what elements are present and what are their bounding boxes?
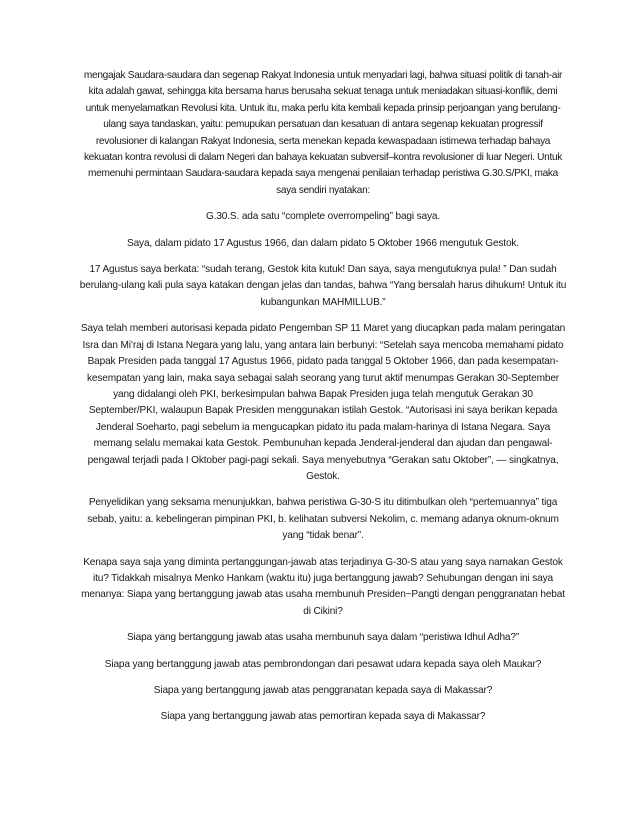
document-page xyxy=(78,68,568,736)
paragraph-speeches: Saya, dalam pidato 17 Agustus 1966, dan dalam pidato 5 Oktober 1966 mengutuk Gestok. xyxy=(127,237,519,249)
paragraph-g30s-statement: G.30.S. ada satu “complete overrompeling” bagi saya. xyxy=(205,211,441,223)
paragraph-question-penggranatan: Siapa yang bertanggung jawab atas penggranatan kepada saya di Makassar? xyxy=(153,685,493,696)
paragraph-question-maukar: Siapa yang bertanggung jawab atas pembrondongan dari pesawat udara kepada saya oleh Maukar? xyxy=(104,658,542,670)
paragraph-question-idhul-adha: Siapa yang bertanggung jawab atas usaha membunuh saya dalam “peristiwa Idhul Adha?” xyxy=(126,632,520,644)
paragraph-kenapa: Kenapa saya saja yang diminta pertanggungan-jawab atas terjadinya G-30-S atau yang saya namakan Gestok itu? Tidakkah misalnya Menko Hankam (waktu itu) juga bertanggung jawab? Sehubungan dengan ini saya menanya: Siapa yang bertanggung jawab atas usaha membunuh Presiden~Pangti dengan penggranatan hebat di Cikini? xyxy=(81,556,565,617)
paragraph-question-pemortiran: Siapa yang bertanggung jawab atas pemortiran kepada saya di Makassar? xyxy=(160,711,486,723)
paragraph-17-agustus: 17 Agustus saya berkata: “sudah terang, Gestok kita kutuk! Dan saya, saya mengutuknya pula! ” Dan sudah berulang-ulang kali pula saya katakan dengan jelas dan tandas, bahwa “Yang bersalah harus dihukum! Untuk itu kubangunkan MAHMILLUB.” xyxy=(79,264,567,308)
paragraph-intro: mengajak Saudara-saudara dan segenap Rakyat Indonesia untuk menyadari lagi, bahwa situasi politik di tanah-air kita adalah gawat, sehingga kita bersama harus berusaha sekuat tenaga untuk meniadakan situasi-konflik, demi untuk menyelamatkan Revolusi kita. Untuk itu, maka perlu kita kembali kepada prinsip perjoangan yang berulang-ulang saya tandaskan, yaitu: pemupukan persatuan dan kesatuan di antara segenap kekuatan progressif revolusioner di kalangan Rakyat Indonesia, serta menekan kepada kewaspadaan istimewa terhadap bahaya kekuatan kontra revolusi di dalam Negeri dan bahaya kekuatan subversif–kontra revolusioner di luar Negeri. Untuk memenuhi permintaan Saudara-saudara kepada saya mengenai penilaian terhadap peristiwa G.30.S/PKI, maka saya sendiri nyatakan: xyxy=(83,70,563,196)
paragraph-penyelidikan: Penyelidikan yang seksama menunjukkan, bahwa peristiwa G-30-S itu ditimbulkan oleh “pertemuannya” tiga sebab, yaitu: a. kebelingeran pimpinan PKI, b. kelihatan subversi Nekolim, c. memang adanya oknum-oknum yang “tidak benar”. xyxy=(87,497,559,542)
paragraph-autorisasi: Saya telah memberi autorisasi kepada pidato Pengemban SP 11 Maret yang diucapkan pada malam peringatan Isra dan Mi’raj di Istana Negara yang lalu, yang antara lain berbunyi: “Setelah saya mencoba memahami pidato Bapak Presiden pada tanggal 17 Agustus 1966, pidato pada tanggal 5 Oktober 1966, dan pada kesempatan-kesempatan yang lain, maka saya sebagai salah seorang yang turut aktif menumpas Gerakan 30-September yang didalangi oleh PKI, berkesimpulan bahwa Bapak Presiden juga telah mengutuk Gerakan 30 September/PKI, walaupun Bapak Presiden menggunakan istilah Gestok. “Autorisasi ini saya berikan kepada Jenderal Soeharto, pagi sebelum ia mengucapkan pidato itu pada malam-harinya di Istana Negara. Saya memang selalu memakai kata Gestok. Pembunuhan kepada Jenderal-jenderal dan ajudan dan pengawal-pengawal terjadi pada I Oktober pagi-pagi sekali. Saya menyebutnya “Gerakan satu Oktober”, — singkatnya, Gestok. xyxy=(80,323,566,482)
